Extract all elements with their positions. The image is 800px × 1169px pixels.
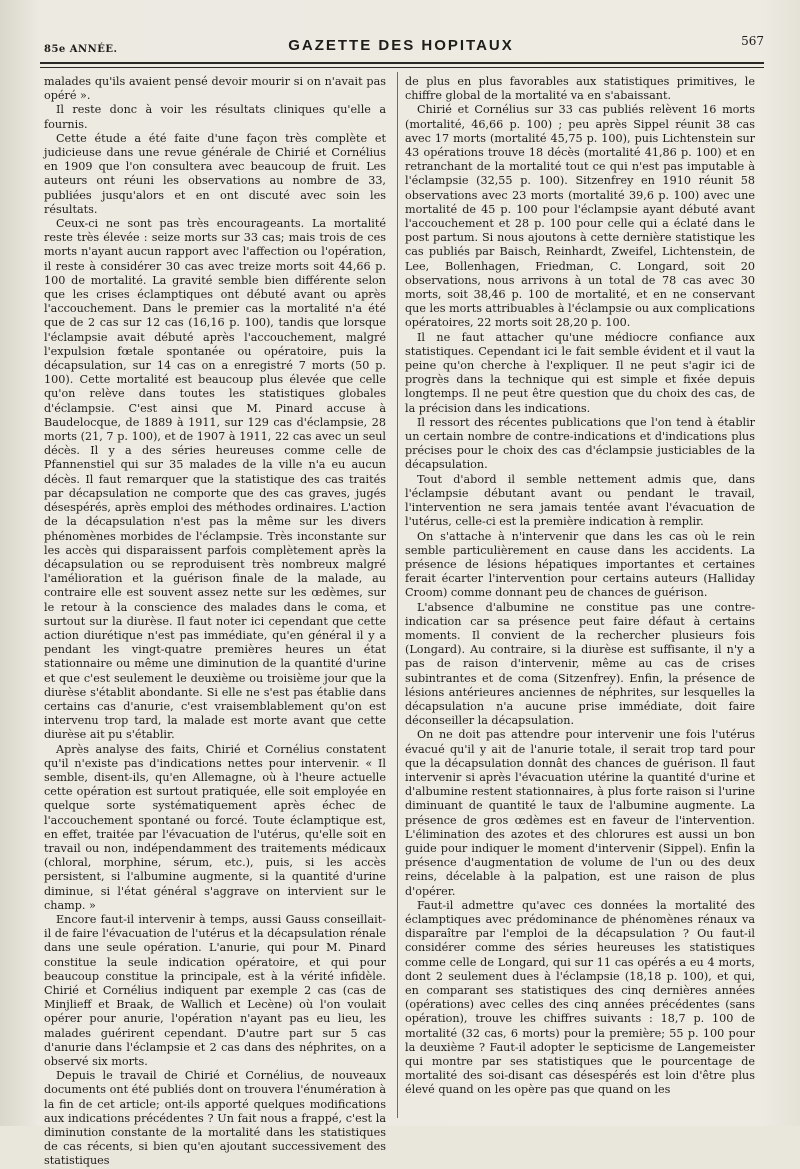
paragraph: Il ressort des récentes publications que l'on tend à établir un certain nombre de contre-indications et d'indications plus précises pour le choix des cas d'éclampsie justiciables de la décapsulation. [405, 415, 755, 472]
page-header [30, 30, 772, 62]
paragraph: Tout d'abord il semble nettement admis que, dans l'éclampsie débutant avant ou pendant le travail, l'intervention ne sera jamais tentée avant l'évacuation de l'utérus, celle-ci est la première indication à remplir. [405, 472, 755, 529]
column-separator [397, 72, 398, 1118]
paragraph: Chirié et Cornélius sur 33 cas publiés relèvent 16 morts (mortalité, 46,66 p. 100) ; peu après Sippel réunit 38 cas avec 17 morts (mortalité 45,75 p. 100), puis Lichtenstein sur 43 opérations trouve 18 décès (mortalité 41,86 p. 100) et en retranchant de la mortalité tout ce qui n'est pas imputable à l'éclampsie (32,55 p. 100). Sitzenfrey en 1910 réunit 58 observations avec 23 morts (mortalité 39,6 p. 100) avec une mortalité de 45 p. 100 pour l'éclampsie ayant débuté avant l'accouchement et 28 p. 100 pour celle qui a éclaté dans le post partum. Si nous ajoutons à cette dernière statistique les cas publiés par Baisch, Reinhardt, Zweifel, Lichtenstein, de Lee, Bollenhagen, Friedman, C. Longard, soit 20 observations, nous arrivons à un total de 78 cas avec 30 morts, soit 38,46 p. 100 de mortalité, et en ne conservant que les morts attribuables à l'éclampsie ou aux complications opératoires, 22 morts soit 28,20 p. 100. [405, 103, 755, 330]
page-number: 567 [741, 34, 764, 48]
paragraph: Il reste donc à voir les résultats cliniques qu'elle a fournis. [44, 103, 386, 131]
paragraph: L'absence d'albumine ne constitue pas une contre-indication car sa présence peut faire défaut à certains moments. Il convient de la rechercher plusieurs fois (Longard). Au contraire, si la diurèse est suffisante, il n'y a pas de raison d'intervenir, même au cas de crises subintrantes et de coma (Sitzenfrey). Enfin, la présence de lésions antérieures anciennes de néphrites, sur lesquelles la décapsulation n'a aucune prise immédiate, doit faire déconseiller la décapsulation. [405, 600, 755, 728]
paragraph: malades qu'ils avaient pensé devoir mourir si on n'avait pas opéré ». [44, 75, 386, 103]
right-column [405, 75, 755, 1120]
paragraph: de plus en plus favorables aux statistiques primitives, le chiffre global de la mortalité va en s'abaissant. [405, 75, 755, 103]
header-rule-thick [40, 62, 764, 64]
edition-label: 85e ANNÉE. [44, 44, 118, 55]
paragraph: Après analyse des faits, Chirié et Cornélius constatent qu'il n'existe pas d'indications nettes pour intervenir. « Il semble, disent-ils, qu'en Allemagne, où à l'heure actuelle cette opération est surtout pratiquée, elle soit employée en quelque sorte systématiquement après échec de l'accouchement spontané ou forcé. Toute éclamptique est, en effet, traitée par l'évacuation de l'utérus, qu'elle soit en travail ou non, indépendamment des traitements médicaux (chloral, morphine, sérum, etc.), puis, si les accès persistent, si l'albumine augmente, si la quantité d'urine diminue, si l'état général s'aggrave on intervient sur le champ. » [44, 742, 386, 912]
paragraph: On s'attache à n'intervenir que dans les cas où le rein semble particulièrement en cause dans les accidents. La présence de lésions hépatiques importantes et certaines ferait écarter l'intervention pour certains auteurs (Halliday Croom) comme donnant peu de chances de guérison. [405, 529, 755, 600]
paragraph: Faut-il admettre qu'avec ces données la mortalité des éclamptiques avec prédominance de phénomènes rénaux va disparaître par l'emploi de la décapsulation ? Ou faut-il considérer comme des séries heureuses les statistiques comme celle de Longard, qui sur 11 cas opérés a eu 4 morts, dont 2 seulement dues à l'éclampsie (18,18 p. 100), et qui, en comparant ses statistiques des cinq dernières années (opérations) avec celles des cinq années précédentes (sans opération), trouve les chiffres suivants : 18,7 p. 100 de mortalité (32 cas, 6 morts) pour la première; 55 p. 100 pour la deuxième ? Faut-il adopter le septicisme de Langemeister qui montre par ses statistiques que le pourcentage de mortalité des soi-disant cas désespérés est loin d'être plus élevé quand on les opère pas que quand on les [405, 898, 755, 1097]
paragraph: On ne doit pas attendre pour intervenir une fois l'utérus évacué qu'il y ait de l'anurie totale, il serait trop tard pour que la décapsulation donnât des chances de guérison. Il faut intervenir si après l'évacuation utérine la quantité d'urine et d'albumine restent stationnaires, à plus forte raison si l'urine diminuant de quantité le taux de l'albumine augmente. La présence de gros œdèmes est en faveur de l'intervention. L'élimination des azotes et des chlorures est aussi un bon guide pour indiquer le moment d'intervenir (Sippel). Enfin la présence d'augmentation de volume de l'un ou des deux reins, décelable à la palpation, est une raison de plus d'opérer. [405, 728, 755, 898]
paragraph: Depuis le travail de Chirié et Cornélius, de nouveaux documents ont été publiés dont on trouvera l'énumération à la fin de cet article; ont-ils apporté quelques modifications aux indications précédentes ? Un fait nous a frappé, c'est la diminution constante de la mortalité dans les statistiques de cas récents, si bien qu'en ajoutant successivement des statistiques [44, 1069, 386, 1168]
paragraph: Ceux-ci ne sont pas très encourageants. La mortalité reste très élevée : seize morts sur 33 cas; mais trois de ces morts n'ayant aucun rapport avec l'affection ou l'opération, il reste à considérer 30 cas avec treize morts soit 44,66 p. 100 de mortalité. La gravité semble bien différente selon que les crises éclamptiques ont débuté avant ou après l'accouchement. Dans le premier cas la mortalité n'a été que de 2 cas sur 12 cas (16,16 p. 100), tandis que lorsque l'éclampsie avait débuté après l'accouchement, malgré l'expulsion fœtale spontanée ou opératoire, puis la décapsulation, sur 14 cas on a enregistré 7 morts (50 p. 100). Cette mortalité est beaucoup plus élevée que celle qu'on relève dans toutes les statistiques globales d'éclampsie. C'est ainsi que M. Pinard accuse à Baudelocque, de 1889 à 1911, sur 129 cas d'éclampsie, 28 morts (21, 7 p. 100), et de 1907 à 1911, 22 cas avec un seul décès. Il y a des séries heureuses comme celle de Pfannenstiel qui sur 35 malades de la ville n'a eu aucun décès. Il faut remarquer que la statistique des cas traités par décapsulation ne comporte que des cas graves, jugés désespérés, après emploi des méthodes ordinaires. L'action de la décapsulation n'est pas la même sur les divers phénomènes morbides de l'éclampsie. Très inconstante sur les accès qui disparaissent parfois complètement après la décapsulation ou se reproduisent très nombreux malgré l'amélioration et la guérison finale de la malade, au contraire elle est souvent assez nette sur les œdèmes, sur le retour à la conscience des malades dans le coma, et surtout sur la diurèse. Il faut noter ici cependant que cette action diurétique n'est pas immédiate, qu'en général il y a pendant les vingt-quatre premières heures un état stationnaire ou même une diminution de la quantité d'urine et que c'est seulement le deuxième ou troisième jour que la diurèse s'établit abondante. Si elle ne s'est pas établie dans certains cas d'anurie, c'est vraisemblablement qu'on est intervenu trop tard, la malade est morte avant que cette diurèse ait pu s'établir. [44, 217, 386, 742]
header-rule-thin [40, 67, 764, 68]
paragraph: Encore faut-il intervenir à temps, aussi Gauss conseillait-il de faire l'évacuation de l'utérus et la décapsulation rénale dans une seule opération. L'anurie, qui pour M. Pinard constitue la seule indication opératoire, et qui pour beaucoup constitue la principale, est à la vérité infidèle. Chirié et Cornélius indiquent par exemple 2 cas (cas de Minjlieff et Braak, de Wallich et Lecène) où l'on voulait opérer pour anurie, l'opération n'ayant pas eu lieu, les malades guérirent cependant. D'autre part sur 5 cas d'anurie dans l'éclampsie et 2 cas dans des néphrites, on a observé six morts. [44, 912, 386, 1069]
left-column [44, 75, 386, 1168]
paragraph: Il ne faut attacher qu'une médiocre confiance aux statistiques. Cependant ici le fait semble évident et il vaut la peine qu'on cherche à l'expliquer. Il ne peut s'agir ici de progrès dans la technique qui est simple et fixée depuis longtemps. Il ne peut être question que du choix des cas, de la précision dans les indications. [405, 330, 755, 415]
paragraph: Cette étude a été faite d'une façon très complète et judicieuse dans une revue générale de Chirié et Cornélius en 1909 que l'on consultera avec beaucoup de fruit. Les auteurs ont réuni les observations au nombre de 33, publiées jusqu'alors et en ont discuté avec soin les résultats. [44, 131, 386, 216]
journal-title: GAZETTE DES HOPITAUX [288, 37, 514, 54]
